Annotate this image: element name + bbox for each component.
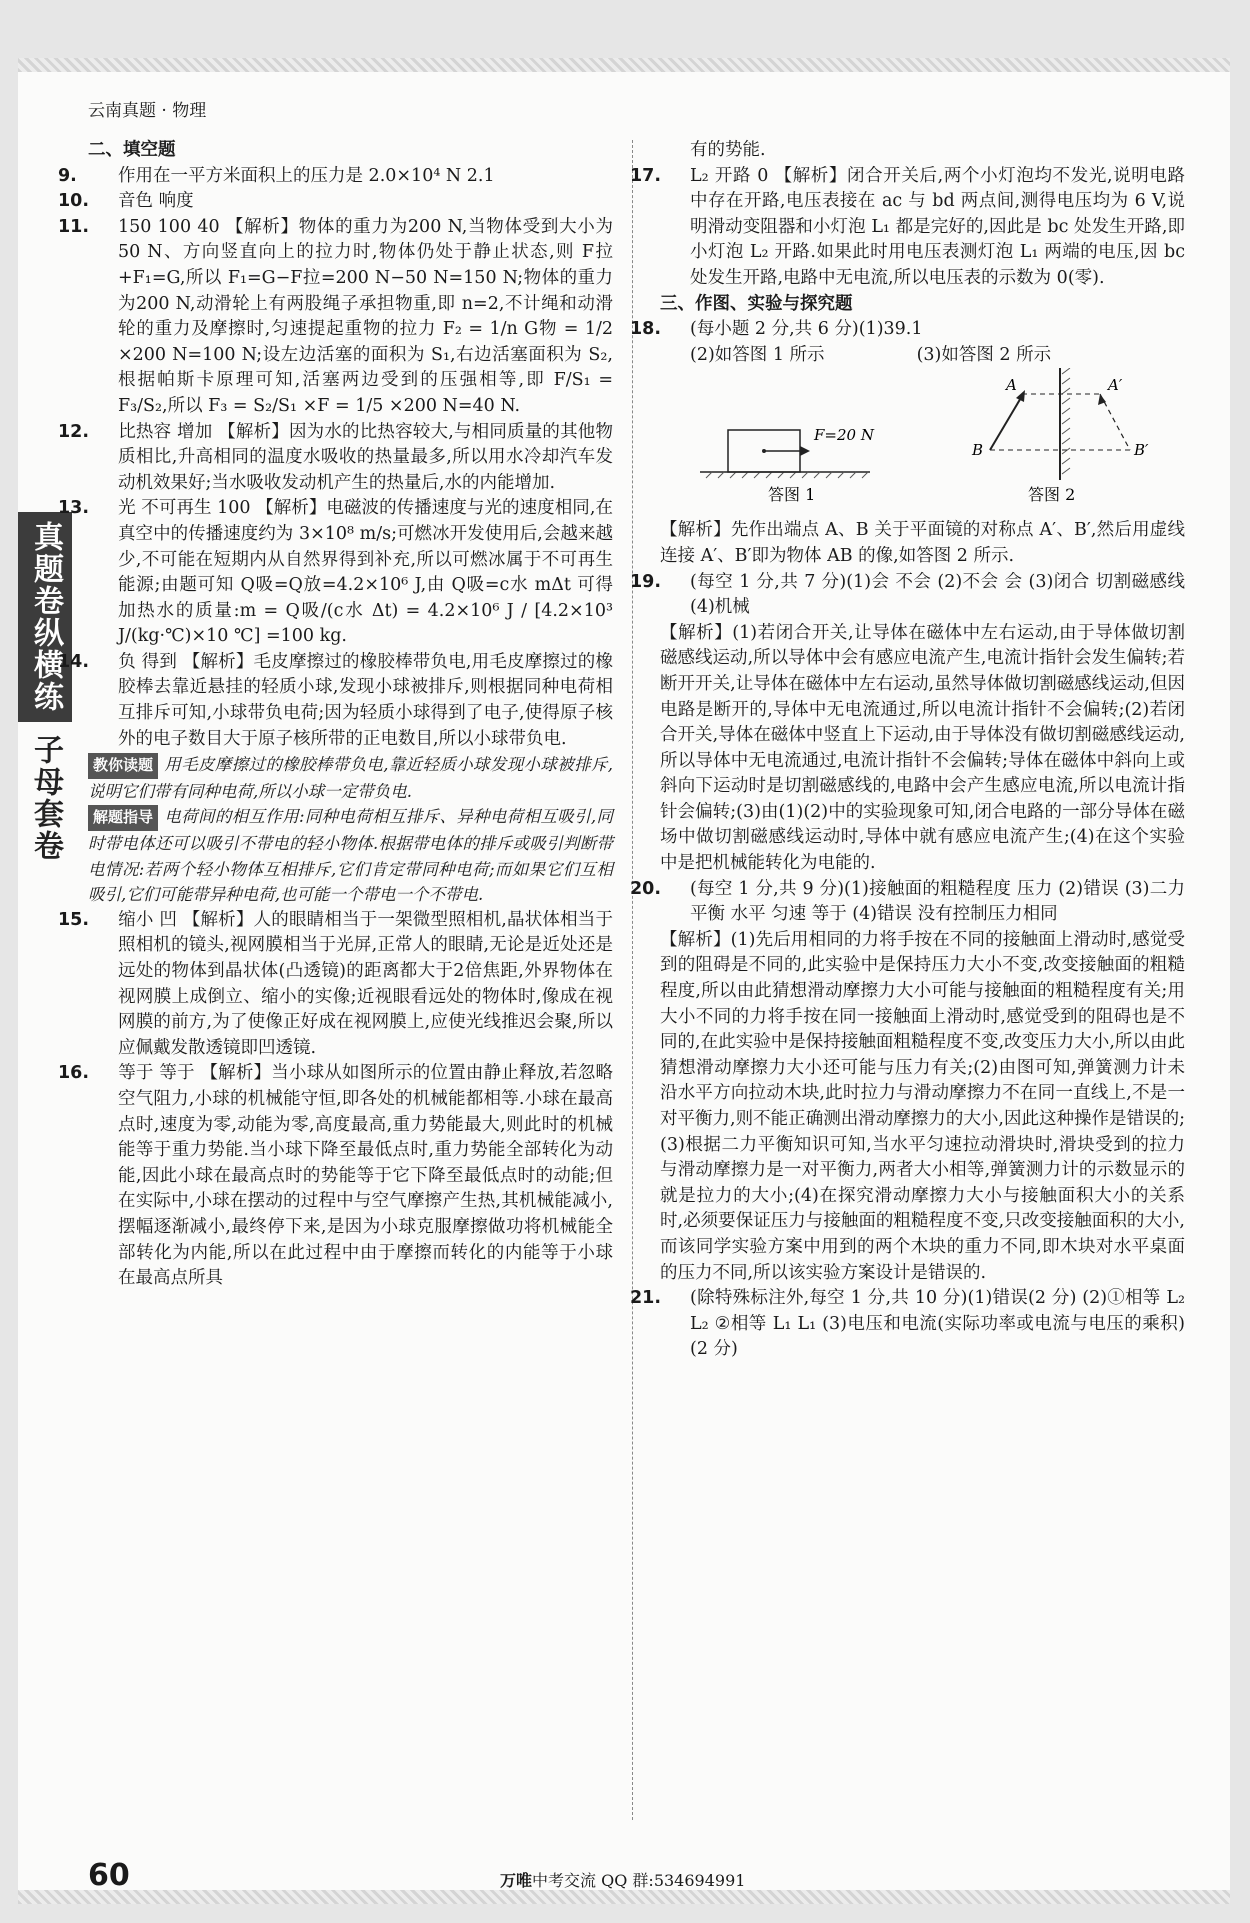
- question-15: 15. 缩小 凹 【解析】人的眼睛相当于一架微型照相机,晶状体相当于照相机的镜头,视网膜相当于光屏,正常人的眼睛,无论是近处还是远处的物体到晶状体(凸透镜)的距离都大于2倍焦距,外界物体在视网膜上成倒立、缩小的实像;近视眼看远处的物体时,像成在视网膜的前方,为了使像正好成在视网膜上,应使光线推迟会聚,所以应佩戴发散透镜即凹透镜.: [58, 909, 613, 1058]
- figure-2-label-a-prime: A′: [1108, 376, 1123, 395]
- figure-1: [700, 426, 875, 504]
- question-9: 9. 作用在一平方米面积上的压力是 2.0×10⁴ N 2.1: [58, 165, 495, 186]
- question-21: 21. (除特殊标注外,每空 1 分,共 10 分)(1)错误(2 分) (2)①相等 L₂ L₂ ②相等 L₁ L₁ (3)电压和电流(实际功率或电流与电压的乘积)(2 分): [630, 1288, 1185, 1360]
- page-footer: 万唯中考交流 QQ 群:534694991: [500, 1871, 746, 1890]
- page-number: 60: [88, 1858, 130, 1893]
- section-title-experiment: 三、作图、实验与探究题: [660, 293, 853, 314]
- brand-logo: 万唯: [500, 1871, 533, 1890]
- top-band: [18, 58, 1230, 72]
- figure-2-label-a: A: [1006, 376, 1017, 395]
- side-tab-subtitle: 子母套卷: [28, 734, 63, 862]
- question-18-analysis: 【解析】先作出端点 A、B 关于平面镜的对称点 A′、B′,然后用虚线连接 A′、B′即为物体 AB 的像,如答图 2 所示.: [660, 520, 1185, 566]
- right-column: [630, 138, 1185, 1363]
- figure-2-label-b-prime: B′: [1134, 441, 1149, 460]
- question-18-parts: (2)如答图 1 所示 (3)如答图 2 所示: [690, 344, 1052, 365]
- side-tab-series: 真题卷纵横练: [18, 512, 72, 722]
- figure-2: [971, 368, 1149, 504]
- question-19-analysis: 【解析】(1)若闭合开关,让导体在磁体中左右运动,由于导体做切割磁感线运动,所以导体中会有感应电流产生,电流计指针会发生偏转;若断开开关,让导体在磁体中左右运动,虽然导体做切割磁感线运动,但因电路是断开的,导体中无电流通过,所以电流计指针不会偏转;(2)若闭合开关,导体在磁体中竖直上下运动,由于导体没有做切割磁感线运动,所以导体中无电流通过,电流计指针不会偏转;导体在磁体中斜向上或斜向下运动时是切割磁感线的,电路中会产生感应电流,所以电流计指针会偏转;(3)由(1)(2)中的实验现象可知,闭合电路的一部分导体在磁场中做切割磁感线运动时,导体中就有感应电流产生;(4)在这个实验中是把机械能转化为电能的.: [660, 622, 1185, 874]
- question-13: 13. 光 不可再生 100 【解析】电磁波的传播速度与光的速度相同,在真空中的传播速度约为 3×10⁸ m/s;可燃冰开发使用后,会越来越少,不可能在短期内从自然界得到补充,所以可燃冰属于不可再生能源;由题可知 Q吸=Q放=4.2×10⁶ J,由 Q吸=c水 mΔt 可得加热水的质量:m = Q吸/(c水 Δt) = 4.2×10⁶ J / [4.2×10³ J/(kg·℃)×10 ℃] =100 kg.: [58, 498, 613, 647]
- question-17: 17. L₂ 开路 0 【解析】闭合开关后,两个小灯泡均不发光,说明电路中存在开路,电压表接在 ac 与 bd 两点间,测得电压均为 6 V,说明滑动变阻器和小灯泡 L₁ 都是完好的,因此是 bc 处发生开路,即小灯泡 L₂ 开路.如果此时用电压表测灯泡 L₁ 两端的电压,因 bc 处发生开路,电路中无电流,所以电压表的示数为 0(零).: [630, 165, 1185, 288]
- tip-read-question: 教你读题 用毛皮摩擦过的橡胶棒带负电,靠近轻质小球发现小球被排斥,说明它们带有同种电荷,所以小球一定带负电.: [88, 755, 613, 801]
- figure-1-caption: 答图 1: [768, 485, 816, 505]
- question-11: 11. 150 100 40 【解析】物体的重力为200 N,当物体受到大小为50 N、方向竖直向上的拉力时,物体仍处于静止状态,则 F拉+F₁=G,所以 F₁=G−F拉=200 N−50 N=150 N;物体的重力为200 N,动滑轮上有两股绳子承担物重,即 n=2,不计绳和动滑轮的重力及摩擦时,匀速提起重物的拉力 F₂ = 1/n G物 = 1/2 ×200 N=100 N;设左边活塞的面积为 S₁,右边活塞面积为 S₂,根据帕斯卡原理可知,活塞两边受到的压强相等,即 F/S₁ = F₃/S₂,所以 F₃ = S₂/S₁ ×F = 1/5 ×200 N=40 N.: [58, 216, 613, 416]
- question-12: 12. 比热容 增加 【解析】因为水的比热容较大,与相同质量的其他物质相比,升高相同的温度水吸收的热量最多,所以用水冷却汽车发动机效果好;当水吸收发动机产生的热量后,水的内能增加.: [58, 421, 613, 493]
- tip-solution-guide: 解题指导 电荷间的相互作用:同种电荷相互排斥、异种电荷相互吸引,同时带电体还可以吸引不带电的轻小物体.根据带电体的排斥或吸引判断带电情况:若两个轻小物体互相排斥,它们肯定带同种电荷;而如果它们互相吸引,它们可能带异种电荷,也可能一个带电一个不带电.: [88, 807, 613, 905]
- question-16-continued: 有的势能.: [690, 140, 766, 160]
- figure-2-label-b: B: [972, 441, 984, 460]
- answer-figures-svg: [660, 368, 1185, 518]
- question-19: 19. (每空 1 分,共 7 分)(1)会 不会 (2)不会 会 (3)闭合 切割磁感线 (4)机械: [630, 571, 1185, 618]
- question-14: 14. 负 得到 【解析】毛皮摩擦过的橡胶棒带负电,用毛皮摩擦过的橡胶棒去靠近悬挂的轻质小球,发现小球被排斥,则根据同种电荷相互排斥可知,小球带负电荷;因为轻质小球得到了电子,使得原子核外的电子数目大于原子核所带的正电数目,所以小球带负电.: [58, 651, 613, 749]
- question-20-analysis: 【解析】(1)先后用相同的力将手按在不同的接触面上滑动时,感觉受到的阻碍是不同的,此实验中是保持压力大小不变,改变接触面的粗糙程度,所以由此猜想滑动摩擦力大小可能与接触面的粗糙程度有关;用大小不同的力将手按在同一接触面上滑动时,感觉受到的阻碍也是不同的,在此实验中是保持接触面粗糙程度不变,改变压力大小,所以由此猜想滑动摩擦力大小还可能与压力有关;(2)由图可知,弹簧测力计未沿水平方向拉动木块,此时拉力与滑动摩擦力不在同一直线上,不是一对平衡力,则不能正确测出滑动摩擦力的大小,因此这种操作是错误的;(3)根据二力平衡知识可知,当水平匀速拉动滑块时,滑块受到的拉力与滑动摩擦力是一对平衡力,两者大小相等,弹簧测力计的示数显示的就是拉力的大小;(4)在探究滑动摩擦力大小与接触面积大小的关系时,必须要保证压力与接触面的粗糙程度不变,只改变接触面积的大小,而该同学实验方案中用到的两个木块的重力不同,即木块对水平桌面的压力不同,所以该实验方案设计是错误的.: [660, 929, 1185, 1283]
- question-20: 20. (每空 1 分,共 9 分)(1)接触面的粗糙程度 压力 (2)错误 (3)二力平衡 水平 匀速 等于 (4)错误 没有控制压力相同: [630, 878, 1185, 925]
- page-header: 云南真题 · 物理: [88, 101, 207, 121]
- figure-1-force-label: F=20 N: [814, 426, 874, 445]
- question-10: 10. 音色 响度: [58, 191, 194, 212]
- column-divider: [632, 140, 633, 1820]
- answer-figures: [660, 368, 1185, 518]
- left-column: [58, 138, 613, 1292]
- question-18: 18. (每小题 2 分,共 6 分)(1)39.1: [630, 319, 923, 340]
- question-16: 16. 等于 等于 【解析】当小球从如图所示的位置由静止释放,若忽略空气阻力,小球的机械能守恒,即各处的机械能都相等.小球在最高点时,速度为零,动能为零,高度最高,重力势能最大,则此时的机械能等于重力势能.当小球下降至最低点时,重力势能全部转化为动能,因此小球在最高点时的势能等于它下降至最低点时的动能;但在实际中,小球在摆动的过程中与空气摩擦产生热,其机械能减小,摆幅逐渐减小,最终停下来,是因为小球克服摩擦做功将机械能全部转化为内能,所以在此过程中由于摩擦而转化的内能等于小球在最高点所具: [58, 1063, 613, 1289]
- bottom-band: [18, 1890, 1230, 1904]
- section-title-fill-in: 二、填空题: [88, 140, 176, 160]
- figure-2-caption: 答图 2: [1028, 485, 1076, 505]
